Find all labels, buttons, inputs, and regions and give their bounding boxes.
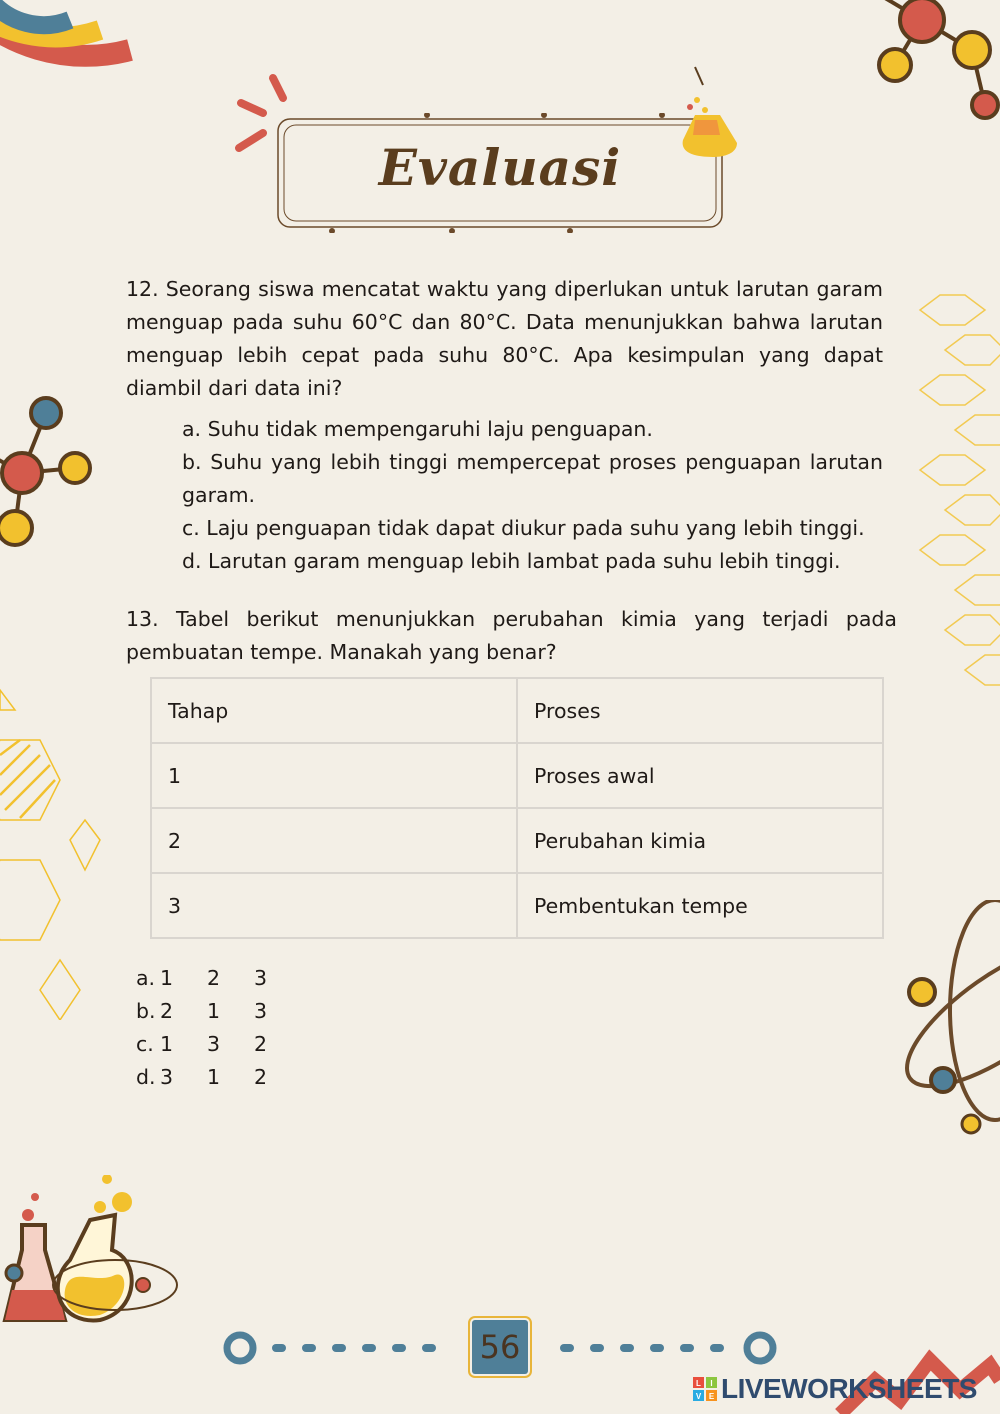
lab-flasks-icon — [0, 1175, 190, 1345]
option-number: 1 — [207, 999, 221, 1023]
option-label: c. — [136, 1032, 154, 1056]
option-label: b. — [136, 999, 156, 1023]
question-12-options — [182, 413, 883, 578]
option-number: 1 — [160, 966, 174, 990]
table-row — [151, 873, 883, 938]
table-cell: Pembentukan tempe — [517, 873, 883, 938]
table-cell: 3 — [151, 873, 517, 938]
option-12-c: c. Laju penguapan tidak dapat diukur pada suhu yang lebih tinggi. — [182, 516, 865, 540]
page-number: 56 — [472, 1320, 528, 1374]
table-row — [151, 743, 883, 808]
logo-letter: L — [696, 1379, 701, 1388]
rainbow-decoration — [0, 0, 140, 140]
molecule-left-icon — [0, 395, 100, 555]
logo-letter: I — [710, 1379, 713, 1388]
question-13-text: 13. Tabel berikut menunjukkan perubahan kimia yang terjadi pada pembuatan tempe. Manakah yang benar? — [126, 607, 897, 664]
brand-name: LIVEWORKSHEETS — [721, 1373, 977, 1404]
table-cell: 2 — [151, 808, 517, 873]
option-label: a. — [136, 966, 156, 990]
question-13-options — [136, 962, 301, 1094]
option-number: 3 — [254, 966, 268, 990]
hexagon-pattern-left — [0, 680, 105, 1020]
option-12-b: b. Suhu yang lebih tinggi mempercepat proses penguapan larutan garam. — [182, 450, 883, 507]
option-number: 2 — [207, 966, 221, 990]
option-13-c — [136, 1028, 301, 1061]
table-header-row — [151, 678, 883, 743]
table-cell: Proses awal — [517, 743, 883, 808]
option-12-a: a. Suhu tidak mempengaruhi laju penguapan. — [182, 417, 653, 441]
option-number: 3 — [254, 999, 268, 1023]
table-header-cell: Proses — [517, 678, 883, 743]
option-number: 2 — [160, 999, 174, 1023]
atom-right-icon — [905, 900, 1000, 1140]
process-table — [150, 677, 884, 939]
option-label: d. — [136, 1065, 156, 1089]
option-13-a — [136, 962, 301, 995]
table-cell: 1 — [151, 743, 517, 808]
option-13-b — [136, 995, 301, 1028]
option-13-d — [136, 1061, 301, 1094]
option-number: 3 — [160, 1065, 174, 1089]
option-number: 2 — [254, 1065, 268, 1089]
liveworksheets-logo — [693, 1372, 977, 1406]
hexagon-pattern-right — [905, 290, 1000, 700]
logo-letter: V — [695, 1392, 702, 1401]
option-number: 3 — [207, 1032, 221, 1056]
molecule-top-right-icon — [860, 0, 1000, 130]
question-12-text: 12. Seorang siswa mencatat waktu yang diperlukan untuk larutan garam menguap pada suhu 60°C dan 80°C. Data menunjukkan bahwa larutan menguap lebih cepat pada suhu 80°C. Apa kesimpulan yang dapat diambil dari data ini? — [126, 277, 883, 400]
option-number: 1 — [207, 1065, 221, 1089]
option-number: 1 — [160, 1032, 174, 1056]
option-12-d: d. Larutan garam menguap lebih lambat pada suhu lebih tinggi. — [182, 549, 841, 573]
liveworksheets-logo-icon — [693, 1377, 717, 1401]
page-title: Evaluasi — [378, 138, 622, 197]
table-row — [151, 808, 883, 873]
option-number: 2 — [254, 1032, 268, 1056]
table-cell: Perubahan kimia — [517, 808, 883, 873]
logo-letter: E — [708, 1392, 715, 1401]
table-header-cell: Tahap — [151, 678, 517, 743]
